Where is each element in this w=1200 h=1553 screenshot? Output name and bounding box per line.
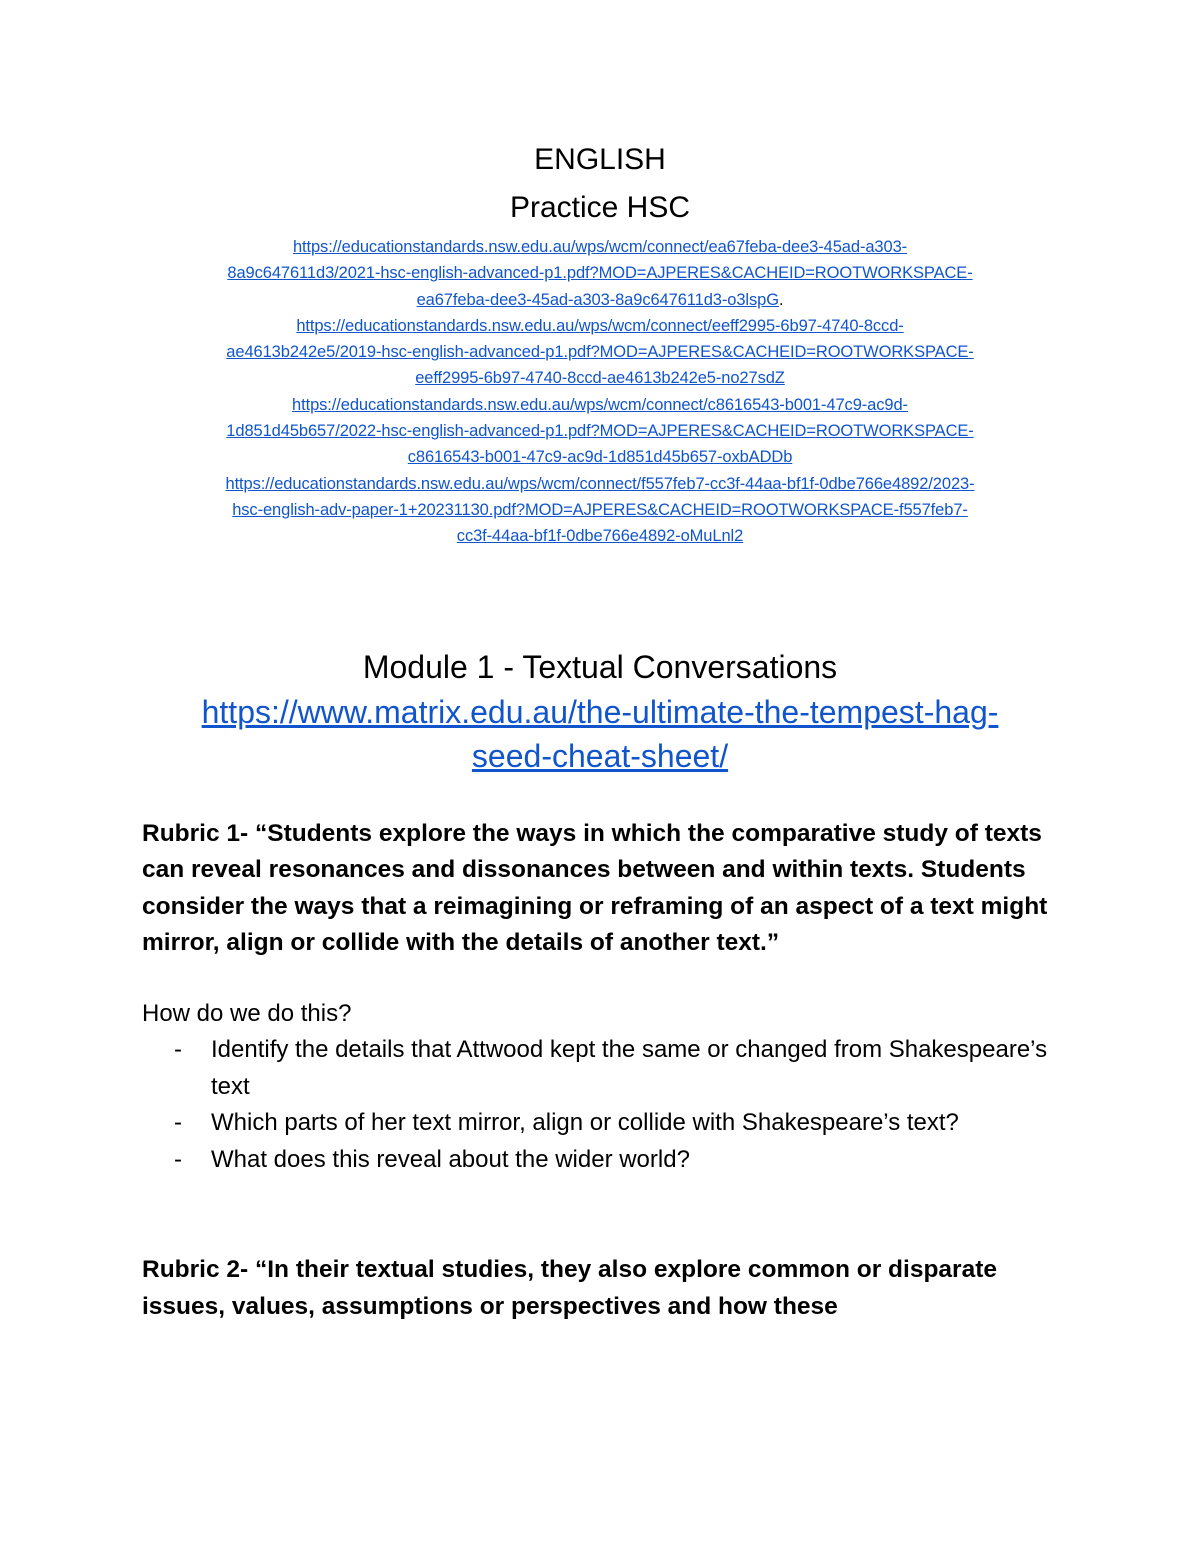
list-item [142, 1032, 1058, 1105]
practice-link-2022-line-3[interactable]: c8616543-b001-47c9-ac9d-1d851d45b657-oxbADDb [407, 448, 793, 467]
bullet-dash: - [174, 1036, 182, 1064]
document-title: ENGLISH [534, 143, 666, 176]
how-question: How do we do this? [142, 999, 352, 1027]
practice-link-2019-line-1[interactable]: https://educationstandards.nsw.edu.au/wps/wcm/connect/eeff2995-6b97-4740-8ccd- [296, 316, 904, 335]
practice-link-2023-line-1[interactable]: https://educationstandards.nsw.edu.au/wps/wcm/connect/f557feb7-cc3f-44aa-bf1f-0dbe766e4892/2023- [225, 474, 975, 493]
practice-links [142, 234, 1058, 550]
list-item-text: Identify the details that Attwood kept the same or changed from Shakespeare’s text [211, 1036, 1048, 1100]
practice-link-2023-line-3[interactable]: cc3f-44aa-bf1f-0dbe766e4892-oMuLnl2 [456, 527, 744, 546]
practice-link-2023-line-2[interactable]: hsc-english-adv-paper-1+20231130.pdf?MOD=AJPERES&CACHEID=ROOTWORKSPACE-f557feb7- [232, 500, 968, 519]
rubric-2-text: Rubric 2- “In their textual studies, they also explore common or disparate issues, values, assumptions or perspectives and how these [142, 1256, 997, 1320]
practice-link-2021-line-2[interactable]: 8a9c647611d3/2021-hsc-english-advanced-p1.pdf?MOD=AJPERES&CACHEID=ROOTWORKSPACE- [227, 264, 973, 283]
document-header [142, 140, 1058, 228]
practice-link-2021-period: . [778, 290, 784, 309]
list-item-text: Which parts of her text mirror, align or collide with Shakespeare’s text? [211, 1109, 959, 1137]
module-link-line-1[interactable]: https://www.matrix.edu.au/the-ultimate-the-tempest-hag- [201, 693, 999, 730]
practice-link-2021-line-3[interactable]: ea67feba-dee3-45ad-a303-8a9c647611d3-o3lspG [416, 290, 779, 309]
practice-link-2019-line-2[interactable]: ae4613b242e5/2019-hsc-english-advanced-p1.pdf?MOD=AJPERES&CACHEID=ROOTWORKSPACE- [226, 343, 974, 362]
how-bullet-list [142, 1032, 1058, 1178]
practice-link-2022-line-2[interactable]: 1d851d45b657/2022-hsc-english-advanced-p1.pdf?MOD=AJPERES&CACHEID=ROOTWORKSPACE- [226, 422, 974, 441]
rubric-1-text: Rubric 1- “Students explore the ways in which the comparative study of texts can reveal resonances and dissonances between and within texts. Students consider the ways that a reimagining or reframing of an aspect of a text might mirror, align or collide with the details of another text.” [142, 819, 1048, 957]
list-item [142, 1105, 1058, 1142]
practice-link-2021-line-1[interactable]: https://educationstandards.nsw.edu.au/wps/wcm/connect/ea67feba-dee3-45ad-a303- [292, 238, 908, 256]
module-link-line-2[interactable]: seed-cheat-sheet/ [471, 737, 729, 774]
practice-link-2022-line-1[interactable]: https://educationstandards.nsw.edu.au/wps/wcm/connect/c8616543-b001-47c9-ac9d- [292, 395, 908, 414]
practice-link-2021-line-3-wrap [142, 287, 1058, 313]
list-item-text: What does this reveal about the wider world? [211, 1145, 690, 1173]
practice-link-2019-line-3[interactable]: eeff2995-6b97-4740-8ccd-ae4613b242e5-no27sdZ [415, 369, 785, 388]
bullet-dash: - [174, 1109, 182, 1137]
module-title: Module 1 - Textual Conversations [362, 648, 838, 685]
list-item [142, 1142, 1058, 1179]
document-page [142, 140, 1058, 1325]
bullet-dash: - [174, 1145, 182, 1173]
document-subtitle: Practice HSC [509, 191, 691, 224]
